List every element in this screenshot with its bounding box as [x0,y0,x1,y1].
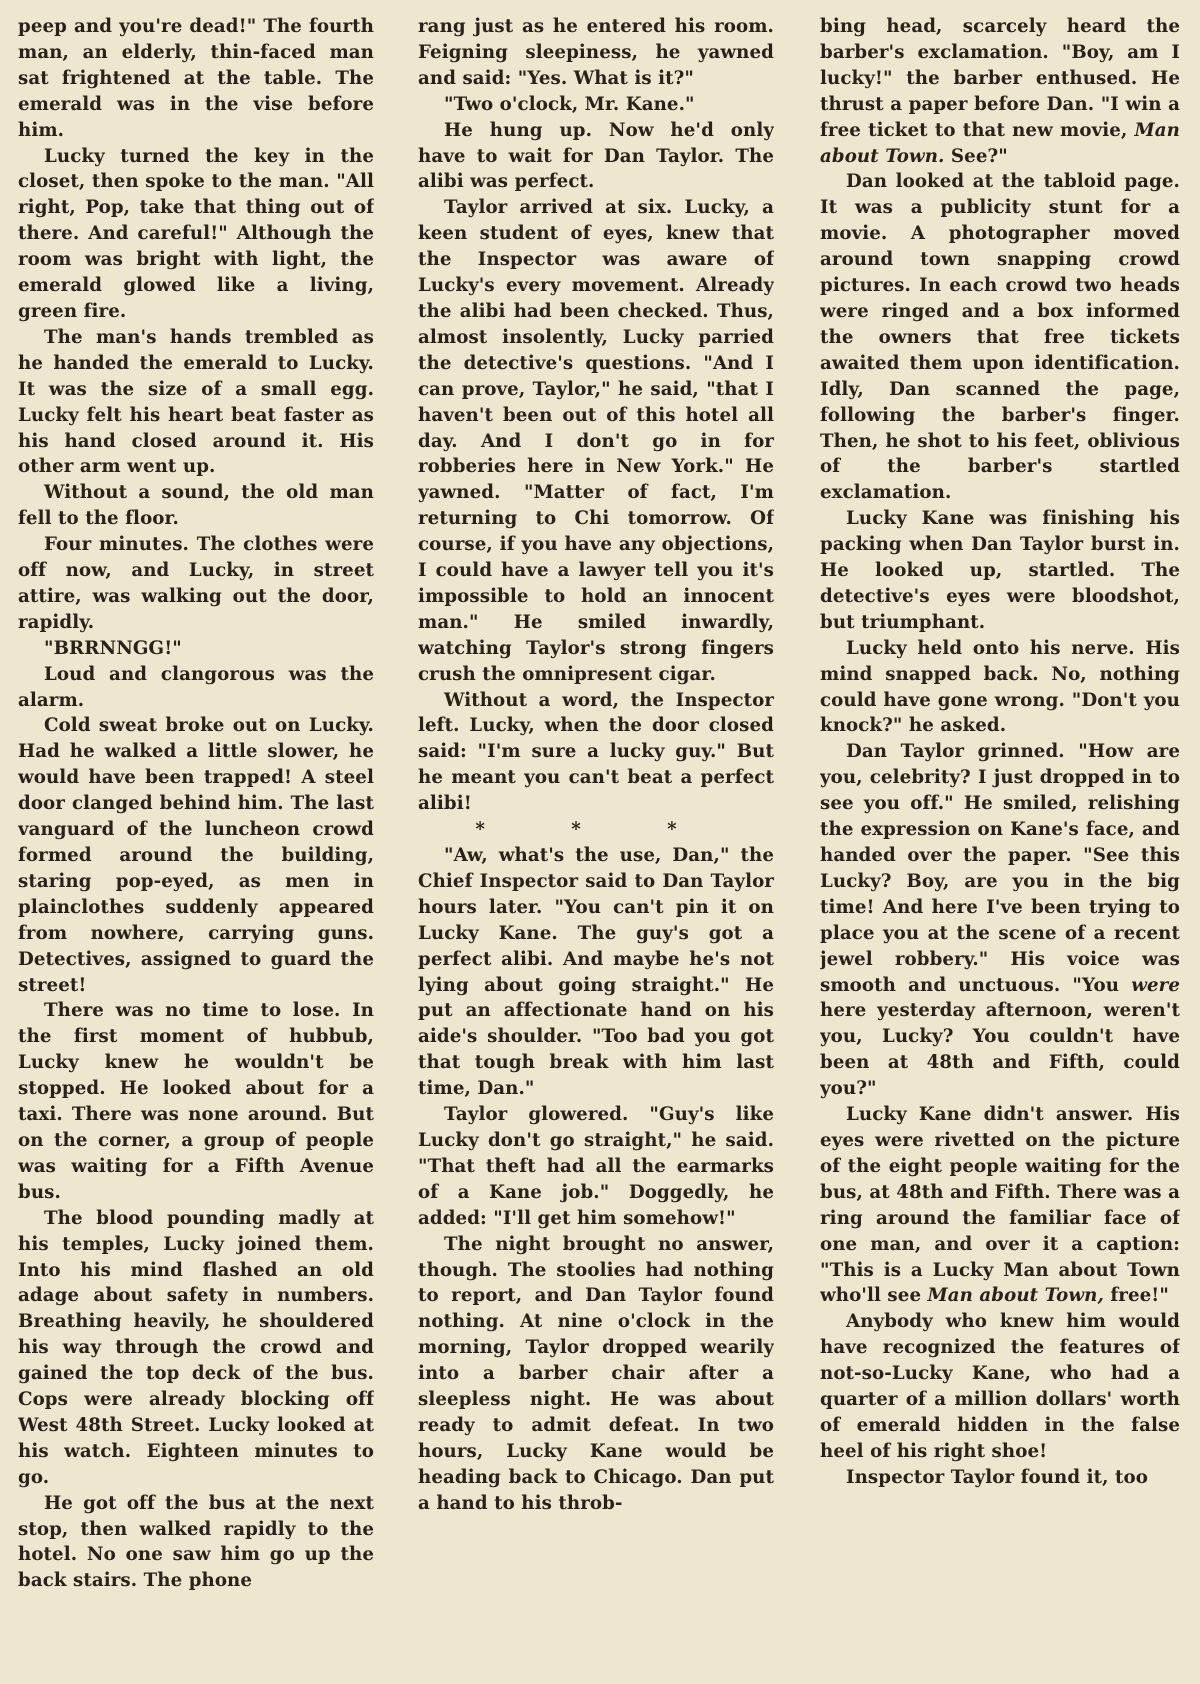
paragraph: Anybody who knew him would have recognized the features of not-so-Lucky Kane, who had a quarter of a million dollars' worth of emerald hidden in the false heel of his right shoe! [820,1311,1180,1462]
paragraph: The man's hands trembled as he handed the emerald to Lucky. It was the size of a small egg. Lucky felt his heart beat faster as his hand closed around it. His other arm went up. [18,326,374,478]
paragraph: Without a word, the Inspector left. Lucky, when the door closed said: "I'm sure a lucky guy." But he meant you can't beat a perfect alibi! [418,689,774,815]
paragraph: The blood pounding madly at his temples, Lucky joined them. Into his mind flashed an old adage about safety in numbers. Breathing heavily, he shouldered his way through the crowd and gained the top deck of the bus. Cops were already blocking off West 48th Street. Lucky looked at his watch. Eighteen minutes to go. [18,1207,374,1488]
paragraph: Dan Taylor grinned. "How are you, celebrity? I just dropped in to see you off." He smiled, relishing the expression on Kane's face, and handed over the paper. "See this Lucky? Boy, are you in the big time! And here I've been trying to place you at the scene of a recent jewel robbery." His voice was smooth and unctuous. "You were here yesterday afternoon, weren't you, Lucky? You couldn't have been at 48th and Fifth, could you?" [820,741,1180,1100]
paragraph: Cold sweat broke out on Lucky. Had he walked a little slower, he would have been trapped! A steel door clanged behind him. The last vanguard of the luncheon crowd formed around the building, staring pop-eyed, as men in plainclothes suddenly appeared from nowhere, carrying guns. Detectives, assigned to guard the street! [18,715,374,996]
paragraph: The night brought no answer, though. The stoolies had nothing to report, and Dan Taylor found nothing. At nine o'clock in the morning, Taylor dropped wearily into a barber chair after a sleepless night. He was about ready to admit defeat. In two hours, Lucky Kane would be heading back to Chicago. Dan put a hand to his throb- [418,1233,774,1514]
paragraph: Taylor arrived at six. Lucky, a keen student of eyes, knew that the Inspector was aware of Lucky's every movement. Already the alibi had been checked. Thus, almost insolently, Lucky parried the detective's questions. "And I can prove, Taylor," he said, "that I haven't been out of this hotel all day. And I don't go in for robberies here in New York." He yawned. "Matter of fact, I'm returning to Chi tomorrow. Of course, if you have any objections, I could have a lawyer tell you it's impossible to hold an innocent man." He smiled inwardly, watching Taylor's strong fingers crush the omnipresent cigar. [418,197,774,685]
paragraph: "BRRNNGG!" [44,637,182,659]
paragraph: Lucky Kane didn't answer. His eyes were rivetted on the picture of the eight people waiting for the bus, at 48th and Fifth. There was a ring around the familiar face of one man, and over it a caption: "This is a Lucky Man about Town who'll see Man about Town, free!" [820,1104,1180,1307]
paragraph: Four minutes. The clothes were off now, and Lucky, in street attire, was walking out the door, rapidly. [18,534,374,633]
paragraph: bing head, scarcely heard the barber's exclamation. "Boy, am I lucky!" the barber enthused. He thrust a paper before Dan. "I win a free ticket to that new movie, Man about Town. See?" [820,16,1180,167]
paragraph: He hung up. Now he'd only have to wait for Dan Taylor. The alibi was perfect. [418,119,774,193]
text-column-3 [820,14,1180,1678]
paragraph: Lucky held onto his nerve. His mind snapped back. No, nothing could have gone wrong. "Don't you knock?" he asked. [820,637,1180,737]
paragraph: Without a sound, the old man fell to the floor. [18,482,374,530]
paragraph: "Aw, what's the use, Dan," the Chief Inspector said to Dan Taylor hours later. "You can't pin it on Lucky Kane. The guy's got a perfect alibi. And maybe he's not lying about going straight." He put an affectionate hand on his aide's shoulder. "Too bad you got that tough break with him last time, Dan." [418,845,774,1100]
paragraph: Lucky turned the key in the closet, then spoke to the man. "All right, Pop, take that thing out of there. And careful!" Although the room was bright with light, the emerald glowed like a living, green fire. [18,145,374,322]
paragraph: Loud and clangorous was the alarm. [18,663,374,711]
paragraph: rang just as he entered his room. Feigning sleepiness, he yawned and said: "Yes. What is it?" [418,16,774,89]
paragraph: Taylor glowered. "Guy's like Lucky don't go straight," he said. "That theft had all the earmarks of a Kane job." Doggedly, he added: "I'll get him somehow!" [418,1104,774,1229]
paragraph: * * * [475,819,717,841]
paragraph: Dan looked at the tabloid page. It was a publicity stunt for a movie. A photographer moved around town snapping crowd pictures. In each crowd two heads were ringed and a box informed the owners that free tickets awaited them upon identification. Idly, Dan scanned the page, following the barber's finger. Then, he shot to his feet, oblivious of the barber's startled exclamation. [820,171,1180,504]
text-column-2 [418,14,774,1678]
paragraph: There was no time to lose. In the first moment of hubbub, Lucky knew he wouldn't be stopped. He looked about for a taxi. There was none around. But on the corner, a group of people was waiting for a Fifth Avenue bus. [18,1000,374,1203]
paragraph: He got off the bus at the next stop, then walked rapidly to the hotel. No one saw him go up the back stairs. The phone [18,1492,374,1592]
paragraph: peep and you're dead!" The fourth man, an elderly, thin-faced man sat frightened at the table. The emerald was in the vise before him. [18,16,374,141]
paragraph: Inspector Taylor found it, too [846,1466,1148,1488]
paragraph: "Two o'clock, Mr. Kane." [444,93,695,115]
paragraph: Lucky Kane was finishing his packing when Dan Taylor burst in. He looked up, startled. The detective's eyes were bloodshot, but triumphant. [820,508,1180,633]
text-column-1 [18,14,374,1678]
